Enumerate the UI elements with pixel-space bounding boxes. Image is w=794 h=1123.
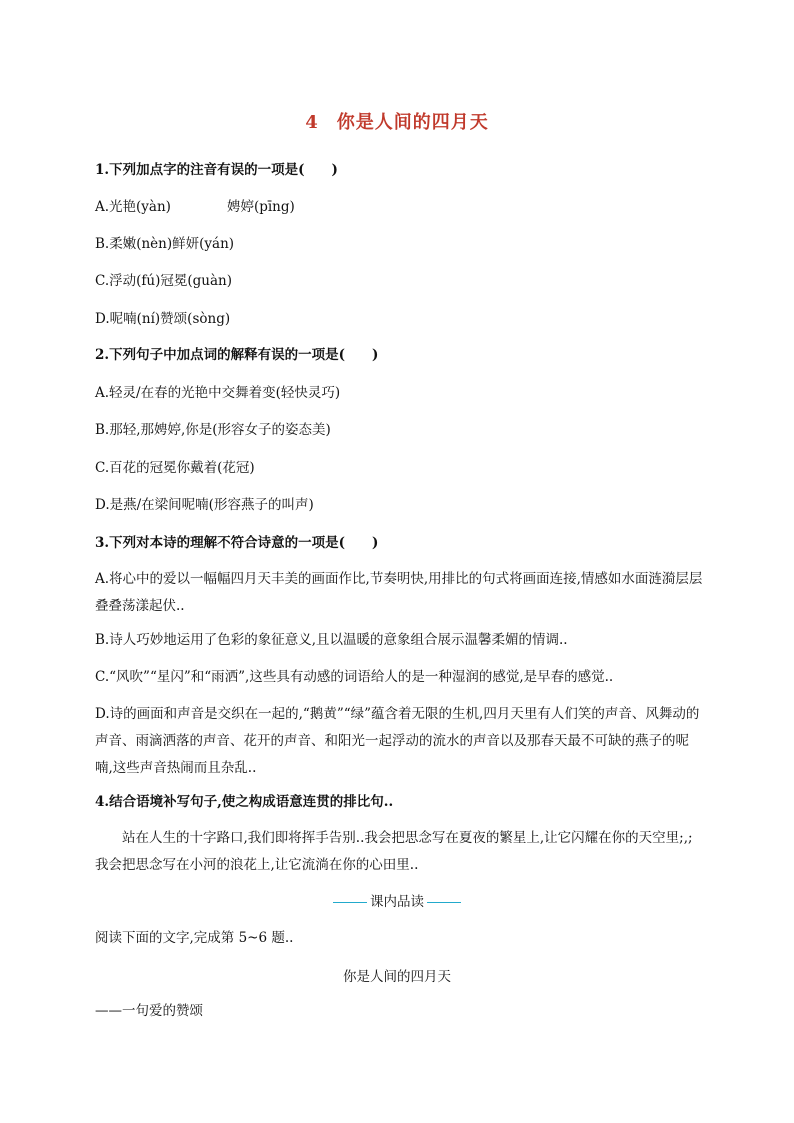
question-2-option-c: C.百花的冠冕你戴着(花冠) bbox=[95, 460, 255, 476]
section-title: 课内品读 bbox=[370, 894, 424, 910]
question-1-option-c: C.浮动(fú)冠冕(guàn) bbox=[95, 273, 232, 289]
question-2-option-d: D.是燕/在梁间呢喃(形容燕子的叫声) bbox=[95, 497, 314, 513]
section-rule-right bbox=[427, 902, 461, 903]
page-title bbox=[0, 108, 794, 134]
question-4-passage: 站在人生的十字路口,我们即将挥手告别..我会把思念写在夏夜的繁星上,让它闪耀在你的天空里;,;我会把思念写在小河的浪花上,让它流淌在你的心田里.. bbox=[95, 830, 693, 873]
question-3-option-c: C.“风吹”“星闪”和“雨洒”,这些具有动感的词语给人的是一种湿润的感觉,是早春的感觉.. bbox=[95, 669, 614, 685]
question-2-option-b: B.那轻,那娉婷,你是(形容女子的姿态美) bbox=[95, 422, 331, 438]
question-3-option-d: D.诗的画面和声音是交织在一起的,“鹅黄”“绿”蕴含着无限的生机,四月天里有人们笑的声音、风舞动的声音、雨滴洒落的声音、花开的声音、和阳光一起浮动的流水的声音以及那春天最不可缺的燕子的呢喃,这些声音热闹而且杂乱.. bbox=[95, 706, 700, 776]
question-3-option-a: A.将心中的爱以一幅幅四月天丰美的画面作比,节奏明快,用排比的句式将画面连接,情感如水面涟漪层层叠叠荡漾起伏.. bbox=[95, 571, 703, 614]
question-1-option-b: B.柔嫩(nèn)鲜妍(yán) bbox=[95, 236, 235, 252]
question-3-stem: 3.下列对本诗的理解不符合诗意的一项是( ) bbox=[95, 535, 379, 551]
poem-title: 你是人间的四月天 bbox=[343, 969, 451, 985]
section-rule-left bbox=[333, 902, 367, 903]
question-3-option-b: B.诗人巧妙地运用了色彩的象征意义,且以温暖的意象组合展示温馨柔媚的情调.. bbox=[95, 632, 568, 648]
lesson-number: 4 bbox=[305, 112, 319, 133]
option-a-part-1: A.光艳(yàn) bbox=[95, 199, 171, 215]
poem-subtitle: ——一句爱的赞颂 bbox=[95, 1003, 203, 1019]
option-a-part-2: 娉婷(pīng) bbox=[226, 199, 295, 215]
question-2-stem: 2.下列句子中加点词的解释有误的一项是( ) bbox=[95, 347, 379, 363]
lesson-title: 你是人间的四月天 bbox=[336, 112, 489, 133]
section-header bbox=[0, 890, 794, 910]
question-2-option-a: A.轻灵/在春的光艳中交舞着变(轻快灵巧) bbox=[95, 385, 341, 401]
question-1-stem: 1.下列加点字的注音有误的一项是( ) bbox=[95, 162, 338, 178]
reading-instruction: 阅读下面的文字,完成第 5~6 题.. bbox=[95, 930, 294, 946]
question-1-option-d: D.呢喃(ní)赞颂(sòng) bbox=[95, 311, 231, 327]
question-4-stem: 4.结合语境补写句子,使之构成语意连贯的排比句.. bbox=[95, 794, 394, 810]
question-1-option-a bbox=[95, 197, 295, 217]
